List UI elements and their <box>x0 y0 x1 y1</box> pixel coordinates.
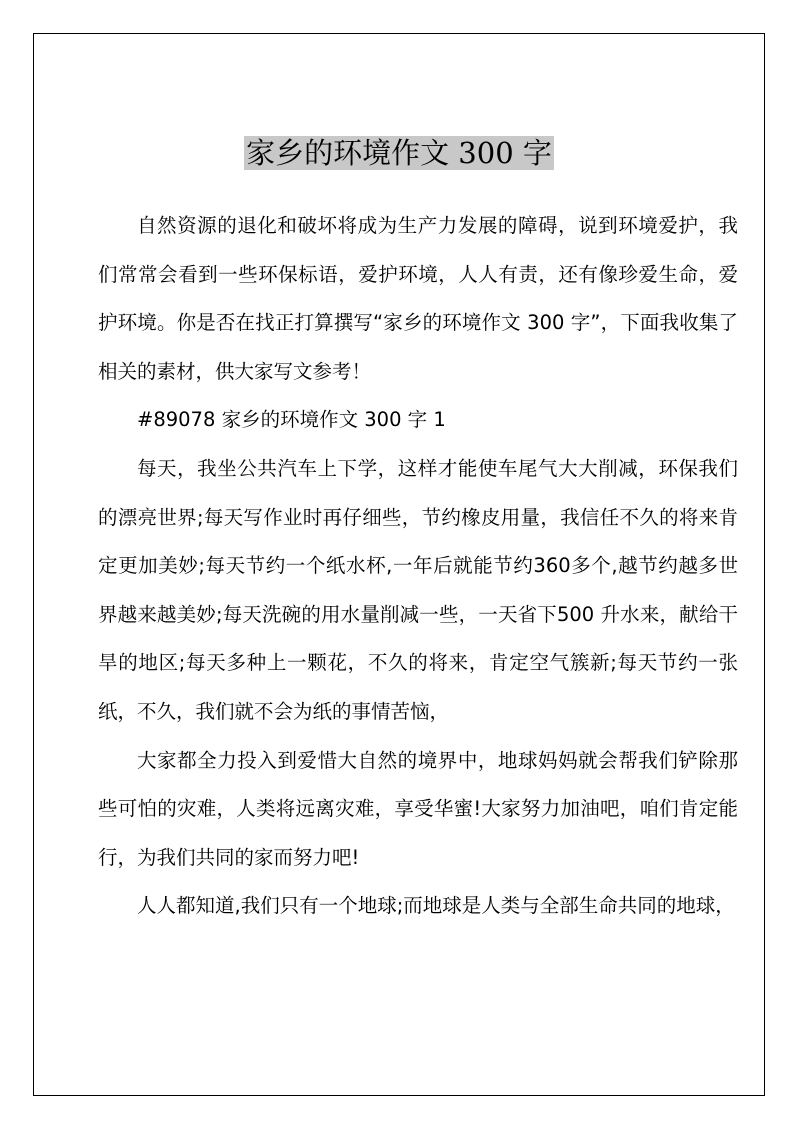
paragraph-call-to-action: 大家都全力投入到爱惜大自然的境界中，地球妈妈就会帮我们铲除那些可怕的灾难，人类将远离灾难，享受华蜜!大家努力加油吧，咱们肯定能行，为我们共同的家而努力吧! <box>98 748 738 869</box>
document-page <box>33 33 765 1096</box>
paragraph-intro: 自然资源的退化和破坏将成为生产力发展的障碍，说到环境爱护，我们常常会看到一些环保标语，爱护环境，人人有责，还有像珍爱生命，爱护环境。你是否在找正打算撰写“家乡的环境作文 300 字”，下面我收集了相关的素材，供大家写文参考！ <box>98 214 738 383</box>
title-text: 家乡的环境作文 300 字 <box>246 136 552 170</box>
paragraph-heading: #89078 家乡的环境作文 300 字 1 <box>137 408 446 432</box>
paragraph-earth: 人人都知道,我们只有一个地球;而地球是人类与全部生命共同的地球， <box>137 894 735 918</box>
document-body <box>98 202 738 931</box>
document-title <box>34 132 764 174</box>
paragraph-daily-actions: 每天，我坐公共汽车上下学，这样才能使车尾气大大削减，环保我们的漂亮世界;每天写作业时再仔细些，节约橡皮用量，我信任不久的将来肯定更加美妙;每天节约一个纸水杯,一年后就能节约360多个,越节约越多世界越来越美妙;每天洗碗的用水量削减一些，一天省下500 升水来，献给干旱的地区;每天多种上一颗花，不久的将来，肯定空气簇新;每天节约一张纸，不久，我们就不会为纸的事情苦恼， <box>98 456 738 723</box>
